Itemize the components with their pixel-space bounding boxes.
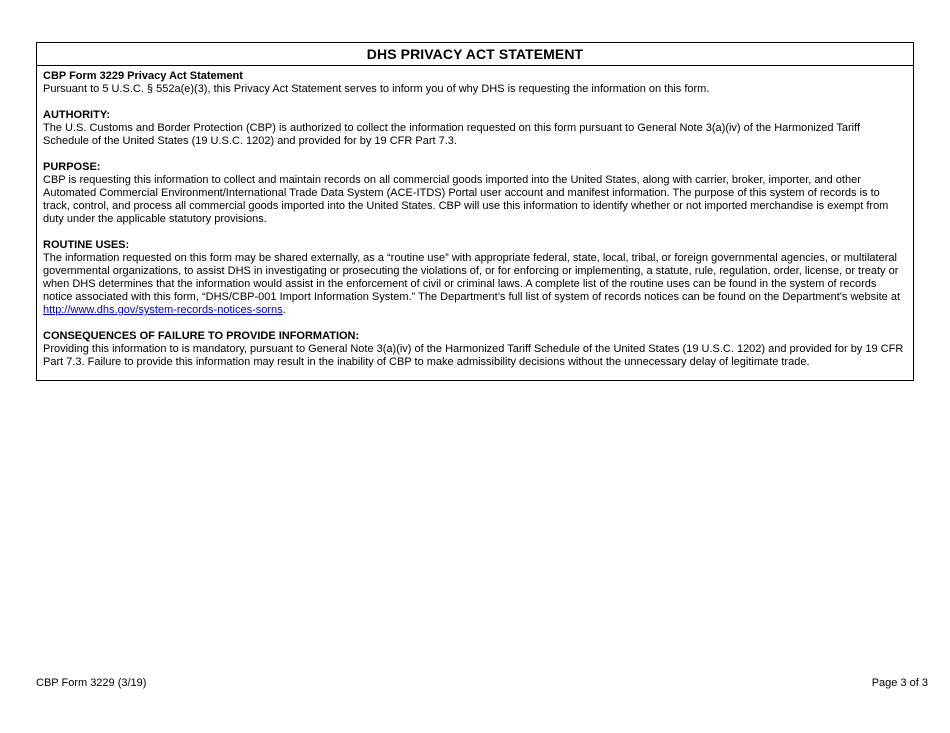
page-number-footer: Page 3 of 3	[871, 677, 928, 689]
statement-content	[37, 66, 913, 369]
authority-section	[43, 109, 907, 148]
purpose-body: CBP is requesting this information to collect and maintain records on all commercial goods imported into the United States, along with carrier, broker, importer, and other Automated Commercial Environment/International Trade Data System (ACE-ITDS) Portal user account and manifest information. The purpose of this system of records is to track, control, and process all commercial goods imported into the United States. CBP will use this information to identify whether or not imported merchandise is exempt from duty under the applicable statutory provisions.	[43, 174, 889, 225]
authority-heading: AUTHORITY:	[43, 109, 111, 121]
routine-uses-body: The information requested on this form may be shared externally, as a “routine use” with appropriate federal, state, local, tribal, or foreign governmental agencies, or multilateral governmental organizations, to assist DHS in investigating or prosecuting the violations of, or for enforcing or implementing, a statute, rule, regulation, order, license, or treaty or when DHS determines that the information would assist in the enforcement of civil or criminal laws. A complete list of the routine uses can be found in the system of records notice associated with this form, “DHS/CBP-001 Import Information System.” The Department’s full list of system of records notices can be found on the Department's website at	[43, 252, 901, 303]
intro-section	[43, 70, 907, 96]
consequences-section	[43, 330, 907, 369]
routine-uses-section	[43, 239, 907, 317]
sorns-link[interactable]: http://www.dhs.gov/system-records-notices-sorns	[43, 304, 283, 316]
routine-uses-paragraph	[43, 252, 907, 317]
routine-uses-heading: ROUTINE USES:	[43, 239, 130, 251]
statement-title: DHS PRIVACY ACT STATEMENT	[37, 43, 913, 66]
intro-body: Pursuant to 5 U.S.C. § 552a(e)(3), this Privacy Act Statement serves to inform you of why DHS is requesting the information on this form.	[43, 83, 710, 95]
purpose-section	[43, 161, 907, 226]
authority-body: The U.S. Customs and Border Protection (CBP) is authorized to collect the information requested on this form pursuant to General Note 3(a)(iv) of the Harmonized Tariff Schedule of the United States (19 U.S.C. 1202) and provided for by 19 CFR Part 7.3.	[43, 122, 861, 147]
routine-uses-after-link: .	[282, 304, 286, 316]
consequences-heading: CONSEQUENCES OF FAILURE TO PROVIDE INFORMATION:	[43, 330, 360, 342]
form-id-footer: CBP Form 3229 (3/19)	[36, 677, 147, 689]
intro-heading: CBP Form 3229 Privacy Act Statement	[43, 70, 243, 82]
privacy-statement-box	[36, 42, 914, 381]
consequences-body: Providing this information to is mandatory, pursuant to General Note 3(a)(iv) of the Harmonized Tariff Schedule of the United States (19 U.S.C. 1202) and provided for by 19 CFR Part 7.3. Failure to provide this information may result in the inability of CBP to make admissibility decisions without the unnecessary delay of legitimate trade.	[43, 343, 904, 368]
purpose-heading: PURPOSE:	[43, 161, 101, 173]
